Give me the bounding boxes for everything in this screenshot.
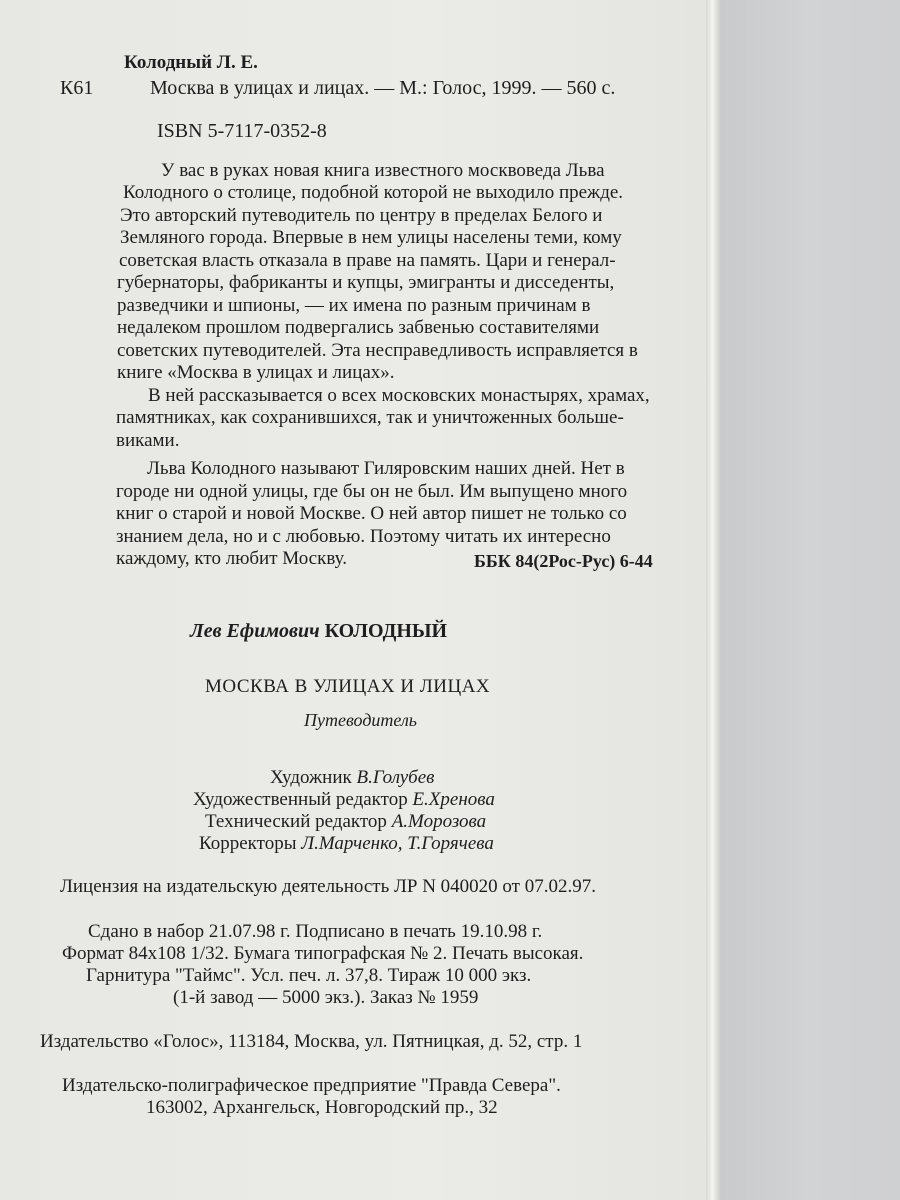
print-info-line: Формат 84х108 1/32. Бумага типографская № 2. Печать высокая. [62,943,584,964]
author-name: Лев Ефимович [190,620,320,642]
credit-role: Технический редактор [205,811,387,832]
annotation-line: книг о старой и новой Москве. О ней автор пишет не только со [116,503,627,524]
credit-name: Л.Марченко, Т.Горячева [301,833,494,854]
bbk-code: ББК 84(2Рос-Рус) 6-44 [474,551,653,571]
annotation-line: виками. [116,430,180,451]
author-fullname [190,620,447,642]
credit-line [270,767,434,789]
credit-line [199,833,494,855]
catalog-author-heading: Колодный Л. Е. [124,52,258,73]
annotation-line: советских путеводителей. Эта несправедливость исправляется в [117,340,638,361]
credit-role: Корректоры [199,833,297,854]
credit-role: Художник [270,767,352,788]
annotation-line: советская власть отказала в праве на память. Цари и генерал- [119,250,616,271]
annotation-line: городе ни одной улицы, где бы он не был. Им выпущено много [116,481,628,502]
credit-name: А.Морозова [391,811,487,832]
annotation-line: каждому, кто любит Москву. [116,548,348,569]
annotation-line: Земляного города. Впервые в нем улицы населены теми, кому [120,227,622,248]
annotation-line: книге «Москва в улицах и лицах». [117,362,395,383]
printer-line: Издательско-полиграфическое предприятие "Правда Севера". [62,1075,561,1096]
credit-line [193,789,495,811]
credit-role: Художественный редактор [193,789,408,810]
credit-name: Е.Хренова [412,789,495,810]
annotation-line: памятниках, как сохранившихся, так и уничтоженных больше- [116,407,624,428]
annotation-line: разведчики и шпионы, — их имена по разным причинам в [117,295,591,316]
page-edge [706,0,720,1200]
author-surname: КОЛОДНЫЙ [324,620,448,642]
catalog-isbn: ISBN 5-7117-0352-8 [157,120,327,142]
annotation-line: Льва Колодного называют Гиляровским наших дней. Нет в [147,458,625,479]
credit-line [205,811,486,833]
catalog-code: К61 [60,77,94,99]
book-subtitle: Путеводитель [304,710,418,730]
publisher-line: Издательство «Голос», 113184, Москва, ул. Пятницкая, д. 52, стр. 1 [40,1031,583,1052]
print-info-line: (1-й завод — 5000 экз.). Заказ № 1959 [173,987,479,1008]
annotation-line: губернаторы, фабриканты и купцы, эмигранты и дисседенты, [117,272,615,293]
background-surface [720,0,900,1200]
printer-line: 163002, Архангельск, Новгородский пр., 32 [146,1097,498,1118]
annotation-line: У вас в руках новая книга известного москвоведа Льва [161,160,605,181]
annotation-line: Колодного о столице, подобной которой не выходило прежде. [123,182,624,203]
catalog-bib-entry: Москва в улицах и лицах. — М.: Голос, 1999. — 560 с. [150,77,616,99]
annotation-line: Это авторский путеводитель по центру в пределах Белого и [120,205,603,226]
annotation-line: В ней рассказывается о всех московских монастырях, храмах, [148,385,650,406]
book-title: МОСКВА В УЛИЦАХ И ЛИЦАХ [205,676,491,697]
annotation-line: недалеком прошлом подвергались забвенью составителями [117,317,600,338]
print-info-line: Сдано в набор 21.07.98 г. Подписано в печать 19.10.98 г. [88,921,543,942]
print-info-line: Гарнитура "Таймс". Усл. печ. л. 37,8. Тираж 10 000 экз. [86,965,532,986]
credit-name: В.Голубев [356,767,435,788]
license-line: Лицензия на издательскую деятельность ЛР N 040020 от 07.02.97. [60,876,596,897]
annotation-line: знанием дела, но и с любовью. Поэтому читать их интересно [116,526,611,547]
